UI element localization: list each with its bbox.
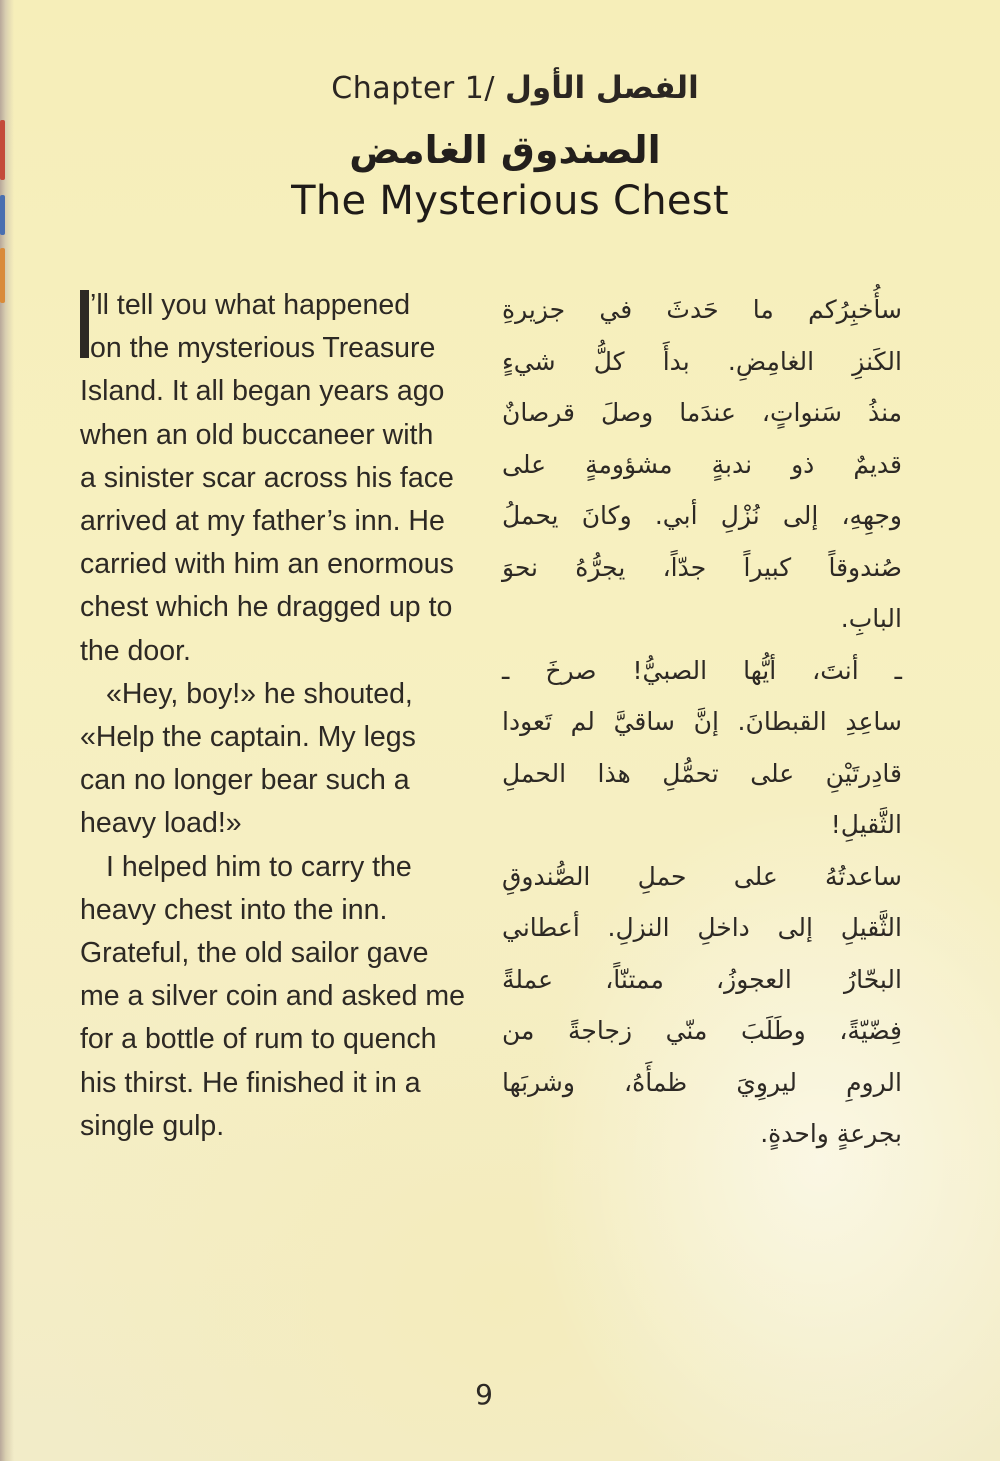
arabic-line: بجرعةٍ واحدةٍ. — [760, 1119, 902, 1148]
arabic-line: البحّارُ العجوزُ، ممتنّاً، عملةً — [502, 964, 902, 994]
english-line: «Help the captain. My legs — [80, 721, 416, 754]
english-line: on the mysterious Treasure — [90, 332, 436, 365]
spine-mark-orange — [0, 248, 5, 303]
arabic-line: منذُ سَنواتٍ، عندَما وصلَ قرصانٌ — [502, 398, 902, 427]
arabic-line: فِضّيّةً، وطَلَبَ منّي زجاجةً من — [502, 1016, 902, 1045]
english-text-column — [80, 284, 480, 1148]
english-line: heavy load!» — [80, 807, 242, 840]
arabic-line: الرومِ ليروِيَ ظمأَهُ، وشربَها — [502, 1067, 902, 1097]
english-line: «Hey, boy!» he shouted, — [106, 677, 413, 710]
english-line: me a silver coin and asked me — [80, 980, 465, 1013]
arabic-line: صُندوقاً كبيراً جدّاً، يجرُّهُ نحوَ — [502, 552, 902, 582]
arabic-line: الثَّقيلِ إلى داخلِ النزلِ. أعطاني — [502, 913, 902, 942]
english-line: ’ll tell you what happened — [90, 289, 411, 321]
english-line: his thirst. He finished it in a — [80, 1066, 421, 1099]
english-line: carried with him an enormous — [80, 548, 454, 581]
arabic-line: ساعدتُهُ على حملِ الصُّندوقِ — [502, 861, 902, 891]
title-arabic: الصندوق الغامض — [349, 128, 661, 172]
chapter-separator: / — [484, 71, 495, 106]
arabic-line: سأُخبِرُكم ما حَدثَ في جزيرةِ — [502, 295, 902, 324]
english-line: arrived at my father’s inn. He — [80, 505, 445, 538]
english-line: Island. It all began years ago — [80, 375, 445, 408]
english-line: a sinister scar across his face — [80, 461, 454, 494]
arabic-line: الثَّقيلِ! — [830, 810, 902, 839]
english-line: for a bottle of rum to quench — [80, 1023, 437, 1056]
arabic-text-column — [502, 284, 902, 1160]
arabic-line: الكَنزِ الغامِضِ. بدأَ كلُّ شيءٍ — [502, 346, 902, 376]
english-line: heavy chest into the inn. — [80, 893, 388, 926]
chapter-heading — [0, 70, 1000, 106]
arabic-line: ـ أنتَ، أيُّها الصبيُّ! صرخَ ـ — [502, 655, 902, 685]
arabic-line: وجهِهِ، إلى نُزْلِ أبي. وكانَ يحملُ — [502, 501, 902, 530]
english-line: Grateful, the old sailor gave — [80, 937, 429, 970]
page-number: 9 — [475, 1378, 493, 1411]
arabic-line: ساعِدِ القبطانَ. إنَّ ساقيَّ لم تَعودا — [502, 707, 902, 736]
english-line: single gulp. — [80, 1109, 225, 1142]
english-line: can no longer bear such a — [80, 764, 410, 797]
arabic-line: قديمٌ ذو ندبةٍ مشؤومةٍ على — [502, 449, 902, 479]
english-line: when an old buccaneer with — [80, 418, 434, 451]
english-line: I helped him to carry the — [106, 850, 412, 883]
chapter-label-en: Chapter 1 — [331, 71, 485, 106]
arabic-line: البابِ. — [840, 604, 902, 633]
english-line: chest which he dragged up to — [80, 591, 453, 624]
title-english: The Mysterious Chest — [291, 178, 729, 224]
arabic-line: قادِرتَيْنِ على تحمُّلِ هذا الحملِ — [502, 758, 902, 788]
chapter-label-ar: الفصل الأول — [505, 70, 699, 106]
english-line: the door. — [80, 634, 191, 667]
